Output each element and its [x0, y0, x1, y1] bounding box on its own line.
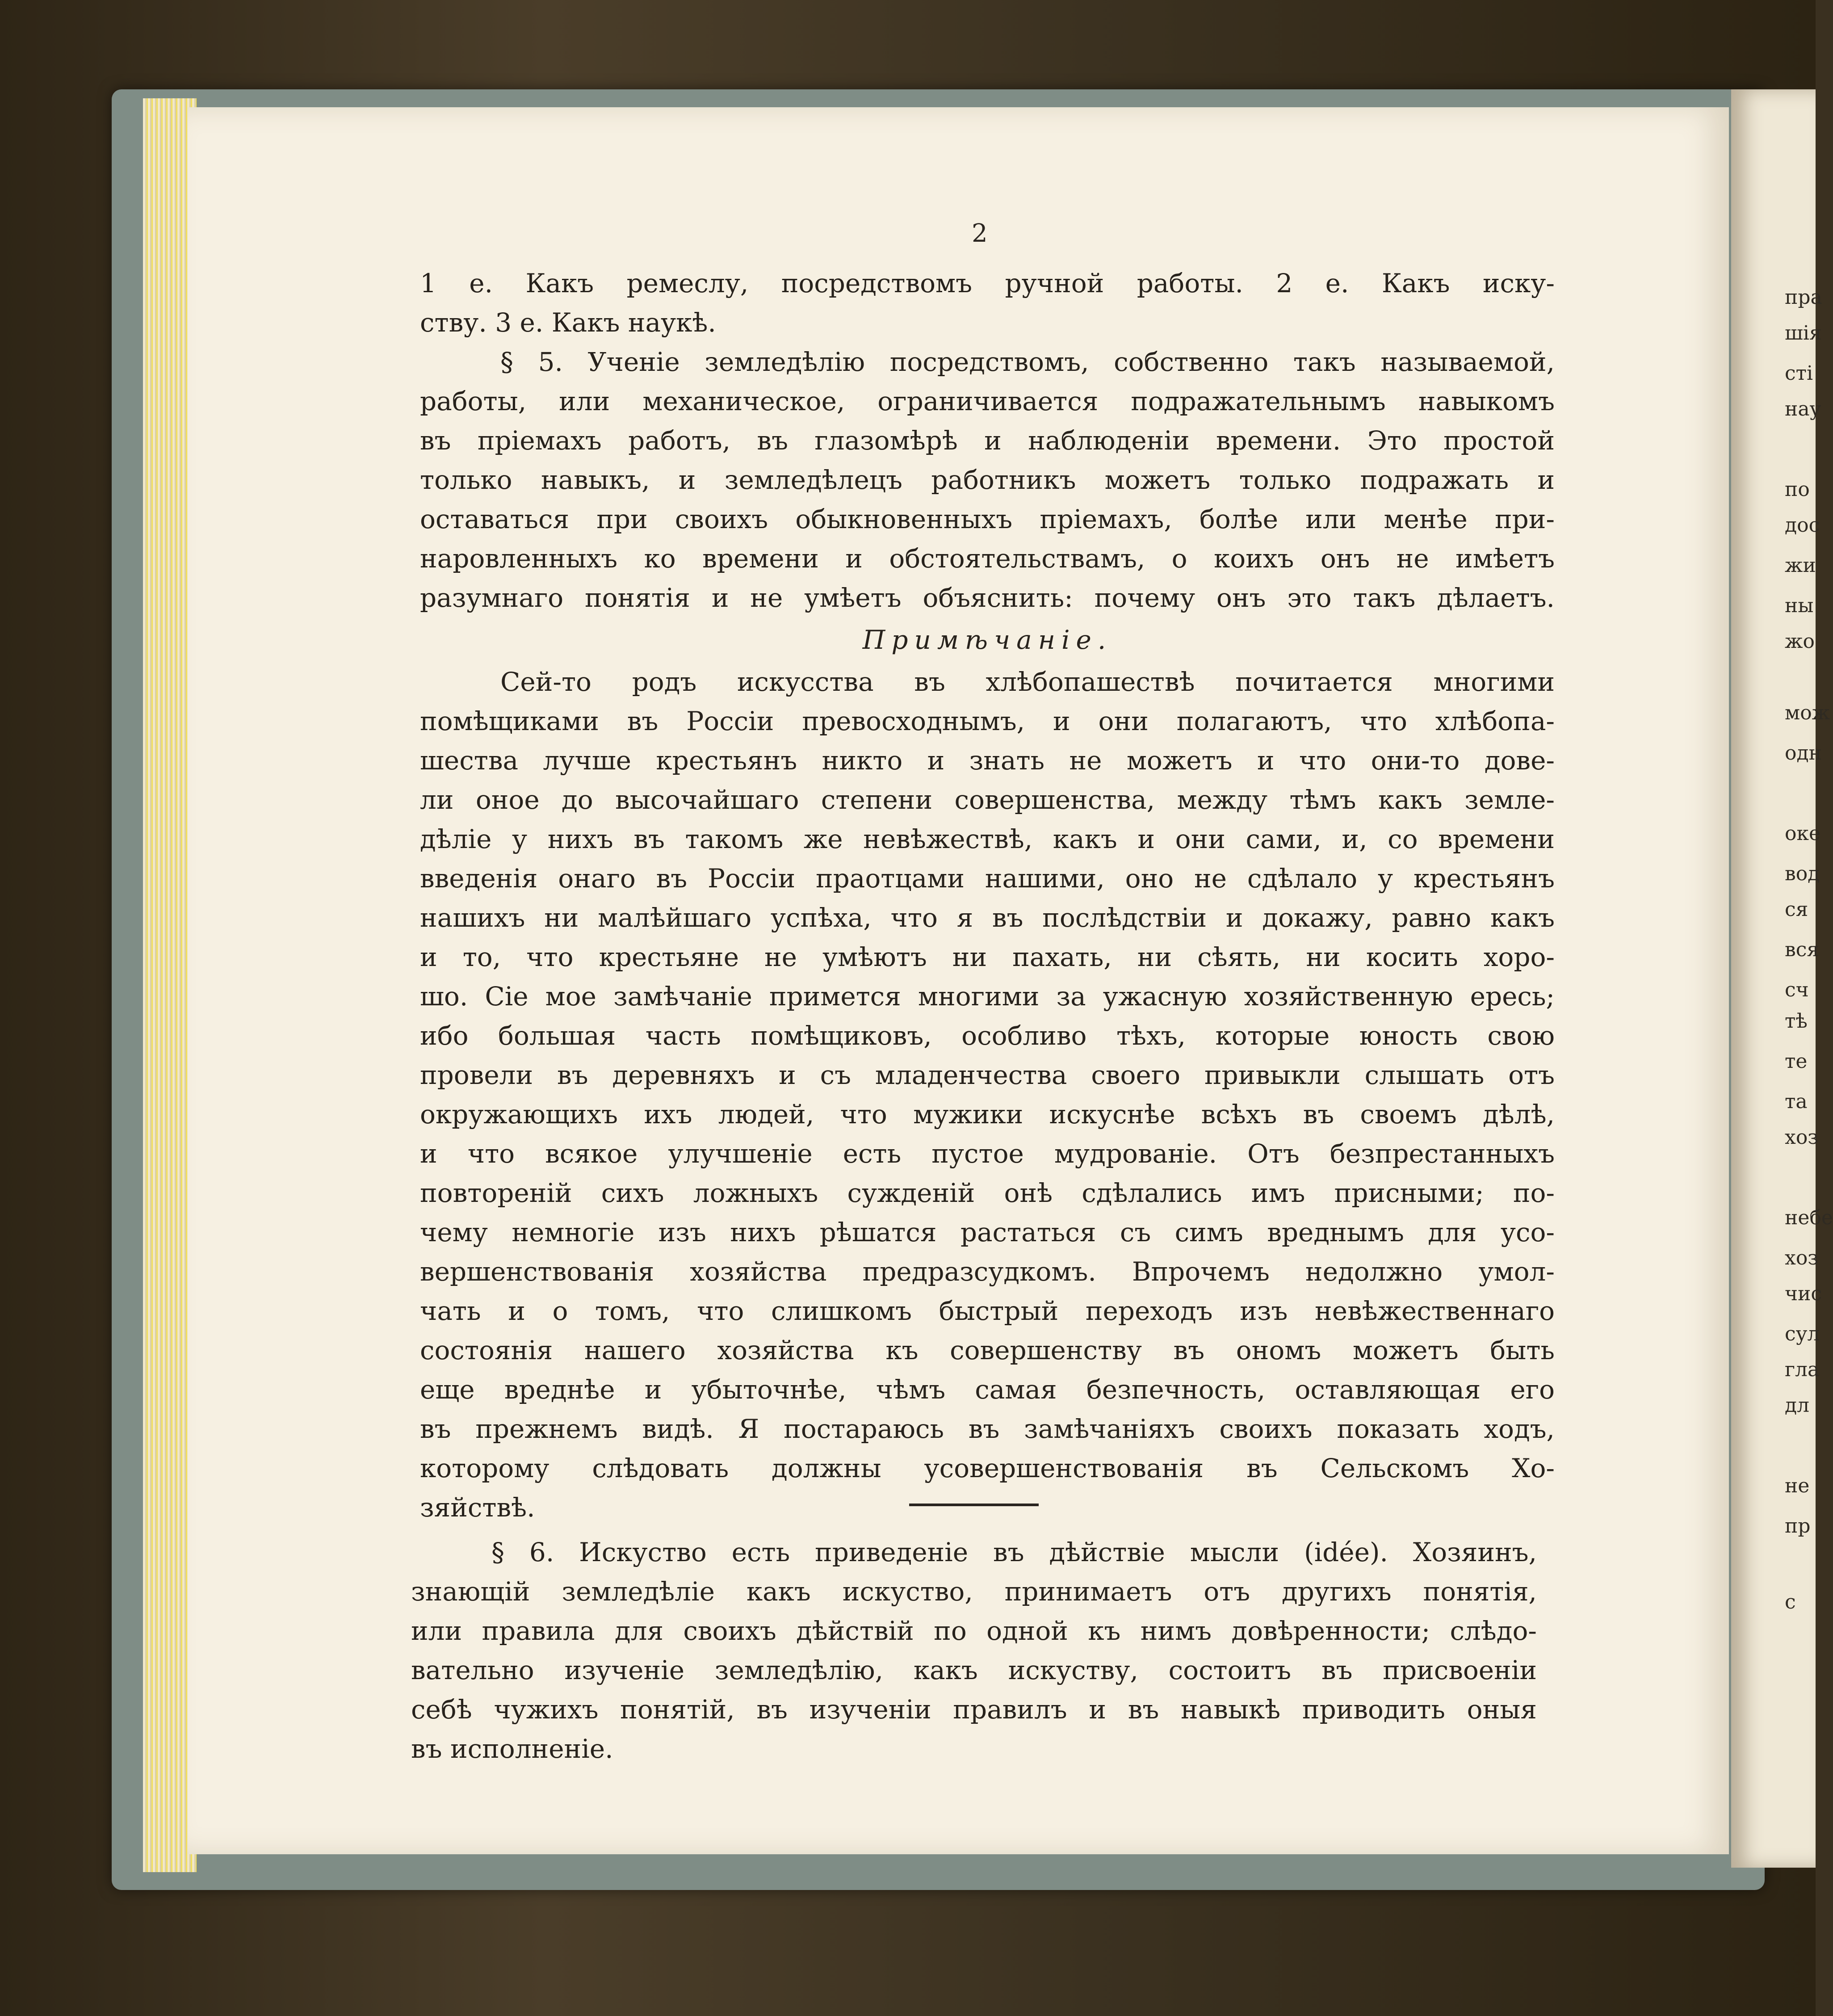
note-line: провели въ деревняхъ и съ младенчества своего привыкли слышать отъ: [420, 1060, 1555, 1090]
note-line: повтореній сихъ ложныхъ сужденій онѣ сдѣлались имъ присными; по-: [420, 1178, 1555, 1208]
note-line: шо. Сіе мое замѣчаніе примется многими за ужасную хозяйственную ересь;: [420, 981, 1555, 1012]
right-page-fragment: дос: [1785, 514, 1820, 537]
note-line: состоянія нашего хозяйства къ совершенству въ ономъ можетъ быть: [420, 1335, 1555, 1365]
right-page-fragment: сч: [1785, 979, 1809, 1001]
note-line: введенія онаго въ Россіи праотцами нашими, оно не сдѣлало у крестьянъ: [420, 863, 1555, 894]
text-line: себѣ чужихъ понятій, въ изученіи правилъ и въ навыкѣ приводить оныя: [411, 1694, 1537, 1725]
right-page-fragment: вся: [1785, 938, 1820, 961]
note-line: чать и о томъ, что слишкомъ быстрый переходъ изъ невѣжественнаго: [420, 1296, 1555, 1326]
right-page-fragment: мож: [1785, 701, 1830, 724]
text-line: въ исполненіе.: [411, 1734, 613, 1764]
text-line: только навыкъ, и земледѣлецъ работникъ можетъ только подражать и: [420, 465, 1555, 495]
right-page-fragment: шія: [1785, 322, 1822, 344]
right-page-fragment: небе: [1785, 1206, 1833, 1229]
text-line: оставаться при своихъ обыкновенныхъ пріемахъ, болѣе или менѣе при-: [420, 504, 1555, 534]
right-page-fragment: те: [1785, 1050, 1808, 1073]
text-line: работы, или механическое, ограничивается подражательнымъ навыкомъ: [420, 386, 1555, 416]
note-line: помѣщиками въ Россіи превосходнымъ, и они полагаютъ, что хлѣбопа-: [420, 706, 1555, 736]
right-page-fragment: оке: [1785, 822, 1821, 845]
right-page-fragment: ны: [1785, 594, 1814, 617]
note-heading: Примѣчаніе.: [862, 625, 1112, 655]
note-line: окружающихъ ихъ людей, что мужики искуснѣе всѣхъ въ своемъ дѣлѣ,: [420, 1099, 1555, 1130]
note-line: въ прежнемъ видѣ. Я постараюсь въ замѣчаніяхъ своихъ показать ходъ,: [420, 1414, 1555, 1444]
note-line: которому слѣдовать должны усовершенствованія въ Сельскомъ Хо-: [420, 1453, 1555, 1483]
note-line: Сей-то родъ искусства въ хлѣбопашествѣ почитается многими: [500, 667, 1555, 697]
note-line: нашихъ ни малѣйшаго успѣха, что я въ послѣдствіи и докажу, равно какъ: [420, 903, 1555, 933]
right-page-fragment: хоз: [1785, 1126, 1819, 1149]
note-line: вершенствованія хозяйства предразсудкомъ. Впрочемъ недолжно умол-: [420, 1256, 1555, 1287]
text-line: наровленныхъ ко времени и обстоятельствамъ, о коихъ онъ не имѣетъ: [420, 543, 1555, 574]
right-page-fragment: одн: [1785, 742, 1822, 764]
text-line: ству. 3 е. Какъ наукѣ.: [420, 307, 716, 338]
note-line: и что всякое улучшеніе есть пустое мудрованіе. Отъ безпрестанныхъ: [420, 1138, 1555, 1169]
text-line: знающій земледѣліе какъ искуство, принимаетъ отъ другихъ понятія,: [411, 1576, 1537, 1607]
right-page-fragment: вод: [1785, 862, 1820, 885]
section-divider-rule: [909, 1504, 1039, 1506]
right-page-fragment: дл: [1785, 1394, 1810, 1417]
note-line: ибо большая часть помѣщиковъ, особливо тѣхъ, которые юность свою: [420, 1021, 1555, 1051]
right-page-fragment: хоз: [1785, 1247, 1819, 1269]
note-line: еще вреднѣе и убыточнѣе, чѣмъ самая безпечность, оставляющая его: [420, 1374, 1555, 1405]
right-page-fragment: сул: [1785, 1323, 1820, 1345]
right-page-fragment: пр: [1785, 1515, 1811, 1537]
right-page-fragment: сті: [1785, 362, 1813, 385]
right-page-fragment: нау: [1785, 398, 1821, 420]
right-page-fragment: чис: [1785, 1282, 1822, 1305]
page-number: 2: [972, 219, 988, 248]
text-line: 1 е. Какъ ремеслу, посредствомъ ручной работы. 2 е. Какъ иску-: [420, 268, 1555, 298]
note-line: ли оное до высочайшаго степени совершенства, между тѣмъ какъ земле-: [420, 785, 1555, 815]
right-page-fragment: жо: [1785, 630, 1815, 653]
note-line: зяйствѣ.: [420, 1492, 535, 1523]
section-6-heading-line: § 6. Искуство есть приведеніе въ дѣйствіе мысли (idée). Хозяинъ,: [491, 1537, 1537, 1567]
section-5-heading-line: § 5. Ученіе земледѣлію посредствомъ, собственно такъ называемой,: [500, 347, 1555, 377]
right-page-fragment: тѣ: [1785, 1010, 1808, 1033]
note-line: шества лучше крестьянъ никто и знать не можетъ и что они-то дове-: [420, 745, 1555, 776]
text-line: разумнаго понятія и не умѣетъ объяснить: почему онъ это такъ дѣлаетъ.: [420, 583, 1555, 613]
right-page-fragment: та: [1785, 1090, 1808, 1113]
right-page-fragment: гла: [1785, 1358, 1820, 1381]
section-6: [411, 1533, 1537, 1768]
right-page-fragment: пра: [1785, 286, 1822, 309]
text-line: или правила для своихъ дѣйствій по одной къ нимъ довѣренности; слѣдо-: [411, 1616, 1537, 1646]
right-page-fragment: ся: [1785, 898, 1808, 921]
right-page-fragment: не: [1785, 1474, 1810, 1497]
note-line: чему немногіе изъ нихъ рѣшатся растаться съ симъ вреднымъ для усо-: [420, 1217, 1555, 1247]
text-line: вательно изученіе земледѣлію, какъ искуству, состоитъ въ присвоеніи: [411, 1655, 1537, 1685]
right-page-fragment: по: [1785, 478, 1810, 501]
note-line: дѣліе у нихъ въ такомъ же невѣжествѣ, какъ и они сами, и, со времени: [420, 824, 1555, 854]
right-page-fragment: жи: [1785, 554, 1816, 577]
page-body: [420, 264, 1555, 1527]
text-line: въ пріемахъ работъ, въ глазомѣрѣ и наблюденіи времени. Это простой: [420, 425, 1555, 456]
note-line: и то, что крестьяне не умѣютъ ни пахать, ни сѣять, ни косить хоро-: [420, 942, 1555, 972]
right-page-fragment: с: [1785, 1591, 1796, 1613]
